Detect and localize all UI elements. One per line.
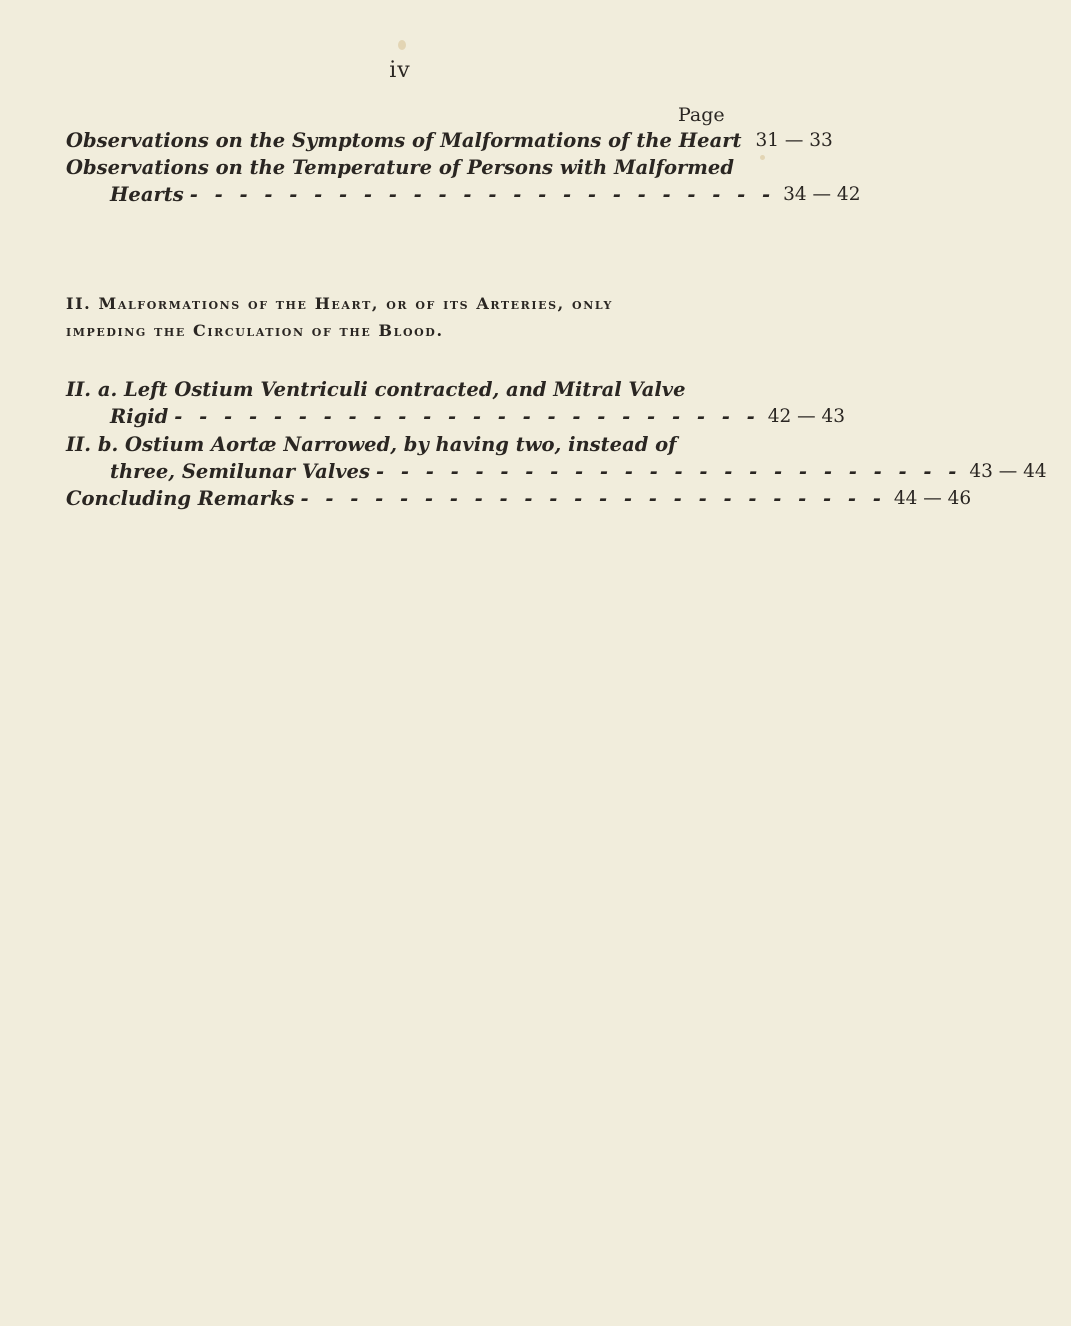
entry-title: II. a. Left Ostium Ventriculi contracted, and Mitral Valve [66,378,686,401]
entry-pages: 31 — 33 [755,130,833,151]
toc-entry [66,376,846,430]
entry-title-continued: Rigid [110,405,169,428]
entry-title-continued: Hearts [110,183,184,206]
page-number: iv [389,58,411,83]
entry-pages: 44 — 46 [893,488,972,509]
entry-title: Observations on the Temperature of Persons with Malformed [66,156,734,179]
entry-title: Concluding Remarks [66,487,295,510]
toc-entry [66,154,861,208]
dot-leader: - - - - - - - - - - - - - - - - - - - - - - - - [375,460,962,483]
entry-pages: 34 — 42 [783,184,861,205]
dot-leader [741,127,753,154]
paper-stain [398,40,406,50]
entry-title: II. b. Ostium Aortæ Narrowed, by having two, instead of [66,433,677,456]
entry-pages: 43 — 44 [969,461,1047,482]
section-heading: II. Malformations of the Heart, or of its Arteries, only impeding the Circulation of the Blood. [66,294,613,340]
page-column-header: Page [678,104,725,126]
entry-pages: 42 — 43 [767,406,846,427]
dot-leader: - - - - - - - - - - - - - - - - - - - - - - - - [189,183,776,206]
toc-entry [66,485,972,512]
dot-leader: - - - - - - - - - - - - - - - - - - - - - - - - [300,487,886,510]
entry-title: Observations on the Symptoms of Malformations of the Heart [66,129,742,152]
toc-entry [66,127,833,154]
dot-leader: - - - - - - - - - - - - - - - - - - - - - - - - [174,405,760,428]
entry-title-continued: three, Semilunar Valves [110,460,370,483]
paper-stain [760,155,765,160]
toc-entry [66,431,1047,485]
